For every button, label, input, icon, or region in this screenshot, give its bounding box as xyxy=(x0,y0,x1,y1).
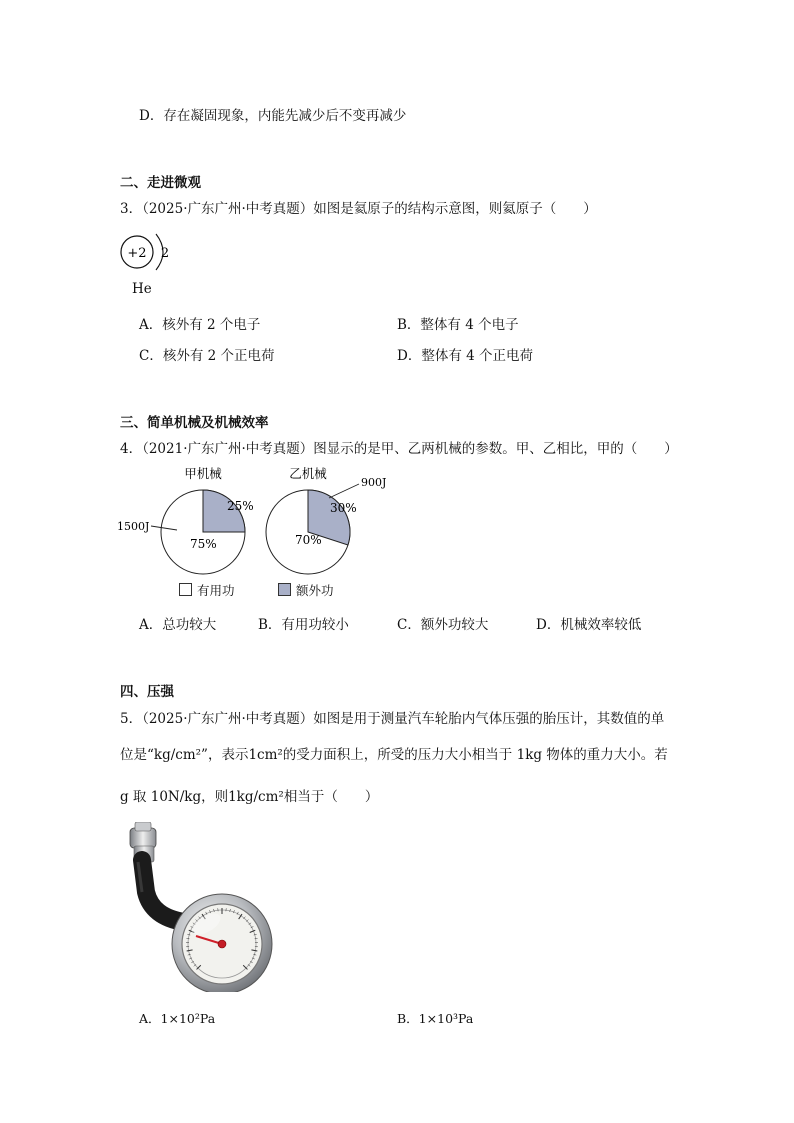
q4-option-d: D．机械效率较低 xyxy=(536,617,642,633)
pie-title-2: 乙机械 xyxy=(289,466,327,481)
pie-label-extra-1: 25% xyxy=(227,499,254,513)
legend-extra-label: 额外功 xyxy=(296,583,334,598)
gauge-hose xyxy=(142,860,184,922)
q5-stem-line3: g 取 10N/kg，则1kg/cm²相当于（ ） xyxy=(120,789,379,805)
gauge-needle-hub xyxy=(218,940,226,948)
pie-annotation-leader-2 xyxy=(329,484,359,498)
pie-label-extra-2: 30% xyxy=(330,501,357,515)
q2-option-d: D．存在凝固现象，内能先减少后不变再减少 xyxy=(139,108,407,124)
pie-title-1: 甲机械 xyxy=(184,466,222,481)
q4-option-b: B．有用功较小 xyxy=(258,617,349,633)
q3-stem: 3．（2025·广东广州·中考真题）如图是氦原子的结构示意图，则氦原子（ ） xyxy=(120,201,597,217)
section-title-pressure: 四、压强 xyxy=(120,684,174,700)
q4-option-c: C．额外功较大 xyxy=(397,617,489,633)
pie-label-useful-2: 70% xyxy=(295,533,322,547)
q4-stem: 4．（2021·广东广州·中考真题）图显示的是甲、乙两机械的参数。甲、乙相比，甲的（ ） xyxy=(120,441,678,457)
section-title-micro: 二、走进微观 xyxy=(120,175,201,191)
q5-stem-line1: 5．（2025·广东广州·中考真题）如图是用于测量汽车轮胎内气体压强的胎压计，其数值的单 xyxy=(120,711,665,727)
pie-annotation-2: 900J xyxy=(361,476,387,489)
q4-option-a: A．总功较大 xyxy=(139,617,217,633)
nucleus-charge: +2 xyxy=(127,246,147,261)
q3-option-a: A．核外有 2 个电子 xyxy=(139,317,261,333)
legend-useful-swatch xyxy=(179,583,192,596)
helium-atom-diagram xyxy=(118,230,178,280)
q3-option-b: B．整体有 4 个电子 xyxy=(397,317,519,333)
legend-extra-swatch xyxy=(278,583,291,596)
q3-option-d: D．整体有 4 个正电荷 xyxy=(397,348,533,364)
electron-count: 2 xyxy=(160,246,170,261)
q5-option-a: A．1×10²Pa xyxy=(139,1011,216,1026)
machine-pie-charts xyxy=(115,460,415,605)
pie-annotation-1: 1500J xyxy=(117,520,150,533)
q5-option-b: B．1×10³Pa xyxy=(397,1011,474,1026)
q3-option-c: C．核外有 2 个正电荷 xyxy=(139,348,275,364)
section-title-machines: 三、简单机械及机械效率 xyxy=(120,415,269,431)
element-symbol: He xyxy=(132,281,152,297)
legend-useful-label: 有用功 xyxy=(197,583,235,598)
tire-pressure-gauge-image xyxy=(122,822,282,992)
pie-label-useful-1: 75% xyxy=(190,537,217,551)
q5-stem-line2: 位是“kg/cm²”，表示1cm²的受力面积上，所受的压力大小相当于 1kg 物体的重力大小。若 xyxy=(120,747,668,763)
